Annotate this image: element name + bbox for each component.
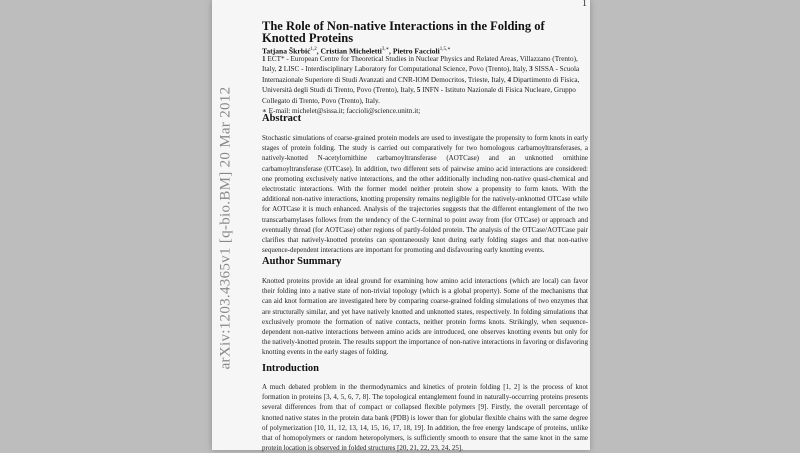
introduction-text: A much debated problem in the thermodynamics and kinetics of protein folding [1, 2] is the process of knot formation in proteins [3, 4, 5, 6, 7, 8]. The topological entanglement found in naturally-occurring proteins presents several differences from that of compact or collapsed flexible polymers [9]. Firstly, the overall percentage of knotted native states in the protein data bank (PDB) is lower than for globular flexible chains with the same degree of polymerization [10, 11, 12, 13, 14, 15, 16, 17, 18, 19]. In addition, the free energy landscape of proteins, unlike that of homopolymers or random heteropolymers, is sufficiently smooth to ensure that the same knot in the same protein location is observed in folded structures [20, 21, 22, 23, 24, 25]. <box>262 383 588 453</box>
affiliation: LISC - Interdisciplinary Laboratory for Computational Science, Povo (Trento), Italy, <box>283 65 528 74</box>
author-affil-mark: 3,∗ <box>381 47 390 52</box>
page-number: 1 <box>582 0 587 9</box>
author-name: Tatjana Škrbić <box>262 46 311 56</box>
author-affil-mark: 1,5,∗ <box>439 47 451 52</box>
author-name: Pietro Faccioli <box>392 46 440 56</box>
author-list: Tatjana Škrbić$^{1,2}$, Cristian Micheletti$^{3,∗}$, Pietro Faccioli$^{1,5,∗}$ <box>262 46 451 56</box>
abstract-heading: Abstract <box>262 113 302 124</box>
introduction-heading: Introduction <box>262 363 319 374</box>
affil-number: 2 <box>278 65 282 74</box>
affil-number: 3 <box>529 65 533 74</box>
abstract-text: Stochastic simulations of coarse-grained protein models are used to investigate the propensity to form knots in early stages of protein folding. The study is carried out comparatively for two homologous carbamoyltransferases, a natively-knotted N-acetylornithine carbamoyltransferase (AOTCase) and an unknotted ornithine carbamoyltransferase (OTCase). In addition, two different sets of pairwise amino acid interactions are considered: one promoting exclusively native interactions, and the other additionally including non-native quasi-chemical and electrostatic interactions. With the former model neither protein show a propensity to form knots. With the additional non-native interactions, knotting propensity remains negligible for the natively-unknotted OTCase while for AOTCase it is much enhanced. Analysis of the trajectories suggests that the different entanglement of the two transcarbamylases follows from the tendency of the C-terminal to point away from (for OTCase) or approach and eventually thread (for AOTCase) other regions of partly-folded protein. The analysis of the OTCase/AOTCase pair clarifies that natively-knotted proteins can spontaneously knot during early folding stages and that non-native sequence-dependent interactions are important for promoting and disfavouring early knotting events. <box>262 134 588 255</box>
affil-number: 1 <box>262 55 266 63</box>
affiliation: INFN - Istituto Nazionale di Fisica Nucleare, Gruppo Collegato di Trento, Povo (Trento), Italy. <box>262 86 576 105</box>
affiliation: SISSA - Scuola Internazionale Superiore di Studi Avanzati and CNR-IOM Democritos, Trieste, Italy, <box>262 65 580 84</box>
affiliation: ECT* - European Centre for Theoretical Studies in Nuclear Physics and Related Areas, Villazzano (Trento), Italy, <box>262 55 578 74</box>
affil-number: 4 <box>507 75 512 84</box>
author-summary-text: Knotted proteins provide an ideal ground for examining how amino acid interactions (which are local) can favor their folding into a native state of non-trivial topology (which is a global property). Some of the mechanisms that can aid knot formation are investigated here by comparing coarse-grained folding simulations of two enzymes that are structurally similar, and yet have natively knotted and unknotted states, respectively. In folding simulations that exclusively promote the formation of native contacts, neither protein forms knots. Strikingly, when sequence-dependent non-native interactions between amino acids are introduced, one observes knotting events but only for the natively-knotted protein. The results support the importance of non-native interactions in favoring or disfavoring knotting events in the early stages of folding. <box>262 277 588 357</box>
affiliation: Dipartimento di Fisica, Università degli Studi di Trento, Povo (Trento), Italy, <box>262 75 580 95</box>
author-name: Cristian Micheletti <box>320 46 382 56</box>
corresponding-email: ∗ E-mail: michelet@sissa.it; faccioli@science.unitn.it; <box>262 107 421 116</box>
arxiv-identifier[interactable]: arXiv:1203.4365v1 [q-bio.BM] 20 Mar 2012 <box>217 86 234 370</box>
paper-title: The Role of Non-native Interactions in the Folding of Knotted Proteins <box>262 19 545 45</box>
affil-number: 5 <box>416 86 421 95</box>
author-affil-mark: 1,2 <box>310 47 317 52</box>
affiliations <box>262 54 592 116</box>
author-summary-heading: Author Summary <box>262 256 342 267</box>
